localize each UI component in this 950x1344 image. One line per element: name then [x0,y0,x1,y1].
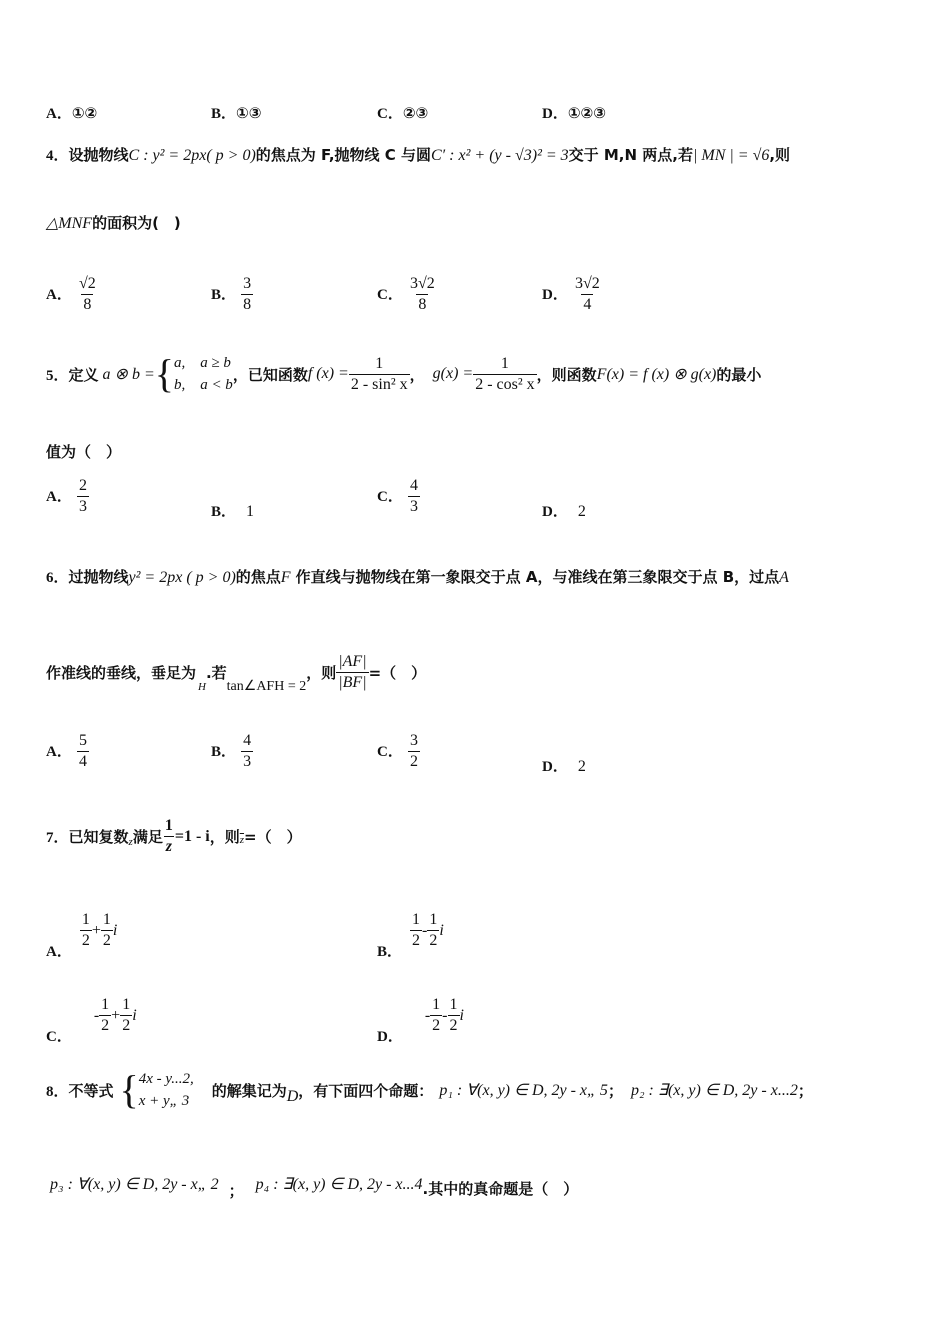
q4-option-b: B． $\frac{3}{8}$ [211,275,252,313]
q5-stem-line1: 5． 定义 a ⊗ b = { a, a ≥ b b, a < b ，已知函数 f (x) = $\frac{1}{\text{2 - sin² x}}$ ， g(x) = $\frac{1}{\text{2 - cos² x}}$ ，则函数 F(x) = f (x) ⊗ g(x) 的最小 [46,351,762,396]
q7-option-a: A． $\frac{1}{2}$ + $\frac{1}{2}$ i [46,911,118,960]
q7-stem: 7． 已知复数 z 满足 $\frac{1}{z}$ =1 - i ，则 $\overline{z}$ =（ ） [46,817,302,855]
q5-cases: a, a ≥ b b, a < b [173,355,233,393]
q4-stem-line2: △MNF的面积为( ) [46,214,181,232]
q6-option-c: C． $\frac{3}{2}$ [377,732,418,770]
q5-option-a: A． $\frac{2}{3}$ [46,477,87,515]
q5-option-d: D． 2 [542,503,586,520]
q8-brace: { [119,1067,139,1112]
q6-option-a: A． $\frac{5}{4}$ [46,732,87,770]
q4-option-a: A． $\frac{√2}{8}$ [46,275,96,313]
q8-stem-line1: 8． 不等式 { 4x - y...2, x + y„ 3 的解集记为 D ，有下面四个命题： p₁ : ∀(x, y) ∈ D, 2y - x„ 5 ； p₂ : ∃(x, y) ∈ D, 2y - x...2 ； [46,1067,813,1112]
q6-option-b: B． $\frac{4}{3}$ [211,732,252,770]
q4-option-d: D． $\frac{3√2}{4}$ [542,275,600,313]
q7-option-b: B． $\frac{1}{2}$ - $\frac{1}{2}$ i [377,911,444,960]
q3-option-c: C．②③ [377,104,429,122]
q3-option-d: D．①②③ [542,104,606,122]
q6-stem-line1: 6．过抛物线y² = 2px ( p > 0)的焦点F 作直线与抛物线在第一象限交于点 A，与准线在第三象限交于点 B，过点A [46,568,789,586]
q4-stem-line1: 4．设抛物线C : y² = 2px( p > 0)的焦点为 F,抛物线 C 与圆C′ : x² + (y - √3)² = 3交于 M,N 两点,若| MN | = √6,则 [46,146,791,164]
q5-option-c: C． $\frac{4}{3}$ [377,477,418,515]
q6-stem-line2: 作准线的垂线，垂足为 H .若 tan∠AFH = 2 ，则 $\frac{|AF|}{|BF|}$ =（ ） [46,653,427,694]
q8-stem-line2: p₃ : ∀(x, y) ∈ D, 2y - x„ 2 ； p₄ : ∃(x, y) ∈ D, 2y - x...4 .其中的真命题是（ ） [50,1175,579,1200]
q5-stem-line2: 值为（ ） [46,443,122,461]
q3-option-b: B．①③ [211,104,262,122]
q7-option-c: C． - $\frac{1}{2}$ + $\frac{1}{2}$ i [46,996,137,1045]
q4-option-c: C． $\frac{3√2}{8}$ [377,275,435,313]
q6-option-d: D． 2 [542,758,586,775]
q5-brace: { [154,351,174,396]
q7-option-d: D． - $\frac{1}{2}$ - $\frac{1}{2}$ i [377,996,464,1045]
q3-option-a: A．①② [46,104,98,122]
q5-option-b: B． 1 [211,503,255,520]
q8-inequality-system: 4x - y...2, x + y„ 3 [138,1071,194,1109]
